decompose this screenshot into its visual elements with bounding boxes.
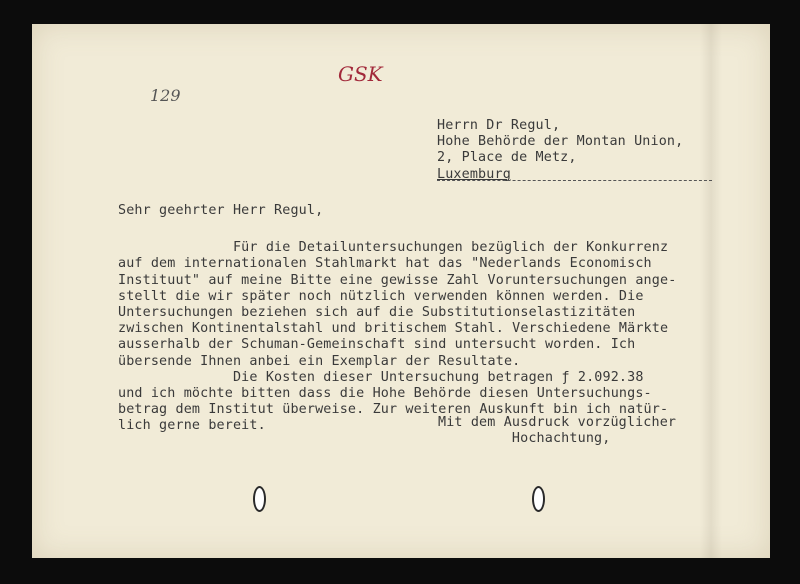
paper-crease — [700, 24, 722, 558]
punch-hole-right — [532, 486, 545, 512]
body-line: übersende Ihnen anbei ein Exemplar der Resultate. — [118, 353, 521, 369]
body-line: und ich möchte bitten dass die Hohe Behörde diesen Untersuchungs- — [118, 386, 652, 402]
closing-line-1: Mit dem Ausdruck vorzüglicher — [438, 415, 677, 430]
body-line: Für die Detailuntersuchungen bezüglich der Konkurrenz — [118, 240, 669, 256]
handwritten-red-mark: GSK — [338, 62, 383, 86]
body-line: betrag dem Institut überweise. Zur weiteren Auskunft bin ich natür- — [118, 402, 669, 418]
address-line-3: 2, Place de Metz, — [437, 150, 577, 166]
body-line: Untersuchungen beziehen sich auf die Substitutionselastizitäten — [118, 305, 636, 321]
body-line: ausserhalb der Schuman-Gemeinschaft sind untersucht worden. Ich — [118, 337, 636, 353]
address-underline — [437, 180, 712, 182]
closing — [438, 415, 676, 447]
address-line-1: Herrn Dr Regul, — [437, 118, 561, 133]
body-line: Instituut" auf meine Bitte eine gewisse Zahl Voruntersuchungen ange- — [118, 272, 677, 288]
closing-line-2: Hochachtung, — [438, 431, 611, 447]
address-line-2: Hohe Behörde der Montan Union, — [437, 134, 684, 150]
body-line: auf dem internationalen Stahlmarkt hat das "Nederlands Economisch — [118, 256, 652, 272]
punch-hole-left — [253, 486, 266, 512]
salutation: Sehr geehrter Herr Regul, — [118, 203, 324, 218]
body-line: Die Kosten dieser Untersuchung betragen ƒ 2.092.38 — [118, 369, 644, 385]
body-line: lich gerne bereit. — [118, 418, 266, 434]
body-line: zwischen Kontinentalstahl und britischem Stahl. Verschiedene Märkte — [118, 321, 669, 337]
handwritten-page-number: 129 — [150, 86, 181, 105]
address-line-4: Luxemburg — [437, 166, 511, 182]
recipient-address — [437, 118, 683, 183]
body-line: stellt die wir später noch nützlich verwenden können werden. Die — [118, 288, 644, 304]
